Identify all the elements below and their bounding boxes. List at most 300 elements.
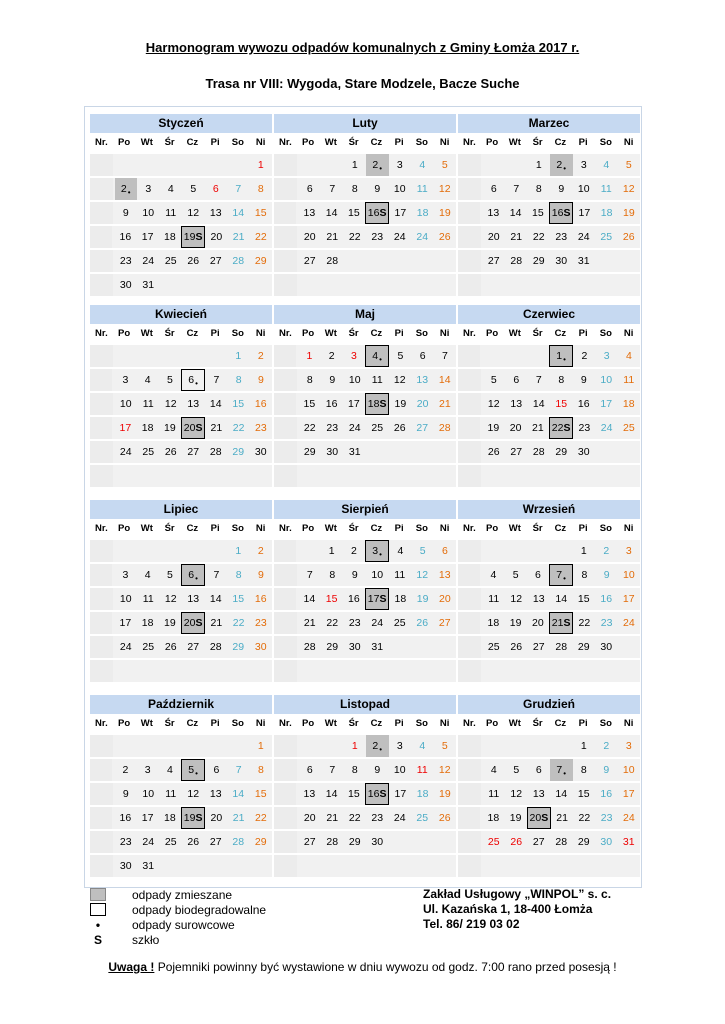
week-number-cell bbox=[274, 612, 297, 634]
day-number: 8 bbox=[558, 374, 565, 386]
weekday-label: Pi bbox=[394, 718, 404, 729]
day-number: 20 bbox=[416, 398, 429, 410]
day-cell bbox=[250, 178, 273, 200]
week-number-cell bbox=[458, 417, 480, 439]
week-number-cell bbox=[274, 831, 297, 853]
day-cell bbox=[321, 202, 343, 224]
day-cell bbox=[114, 417, 136, 439]
week-row bbox=[90, 636, 272, 658]
day-number: 4 bbox=[419, 159, 426, 171]
day-number: 26 bbox=[416, 617, 429, 629]
day-cell bbox=[434, 540, 456, 562]
day-cell bbox=[595, 441, 618, 463]
day-number: 19 bbox=[164, 617, 176, 629]
day-number: 8 bbox=[581, 569, 588, 581]
day-cell bbox=[160, 345, 183, 367]
day-number: 29 bbox=[254, 255, 267, 267]
day-cell bbox=[344, 417, 367, 439]
day-cell bbox=[227, 154, 250, 176]
weekday-label: Śr bbox=[164, 137, 175, 148]
day-cell bbox=[228, 759, 250, 781]
day-cell bbox=[321, 226, 344, 248]
week-number-cell bbox=[274, 202, 296, 224]
day-cell bbox=[412, 540, 434, 562]
legend-glass-label: szkło bbox=[132, 932, 160, 947]
mixed-swatch bbox=[90, 888, 106, 901]
week-number-cell bbox=[90, 807, 112, 829]
day-cell bbox=[344, 831, 367, 853]
day-cell bbox=[528, 588, 551, 610]
day-number: 9 bbox=[257, 569, 264, 581]
week-number-cell bbox=[458, 831, 481, 853]
weekday-label: Po bbox=[118, 137, 131, 148]
day-cell bbox=[550, 178, 573, 200]
weekday-label: Pi bbox=[394, 328, 404, 339]
day-number: 9 bbox=[603, 764, 610, 776]
weekday-label: Po bbox=[486, 137, 499, 148]
day-cell bbox=[137, 202, 160, 224]
day-number: 27 bbox=[416, 422, 429, 434]
day-number: 11 bbox=[165, 788, 177, 800]
week-row bbox=[274, 759, 456, 781]
day-cell bbox=[573, 588, 596, 610]
weekday-label: Cz bbox=[554, 523, 567, 534]
company-name: Zakład Usługowy „WINPOL” s. c. bbox=[423, 887, 612, 901]
day-number: 6 bbox=[213, 764, 220, 776]
day-cell bbox=[528, 465, 551, 487]
day-cell bbox=[550, 154, 573, 176]
weekday-label: Nr. bbox=[463, 328, 476, 339]
day-cell bbox=[181, 759, 205, 781]
glass-mark: S bbox=[541, 812, 549, 824]
day-cell bbox=[366, 226, 389, 248]
legend-raw-label: odpady surowcowe bbox=[132, 917, 235, 932]
day-cell bbox=[618, 759, 641, 781]
month-name: Listopad bbox=[274, 695, 456, 714]
weekday-label: Śr bbox=[348, 328, 359, 339]
day-number: 25 bbox=[487, 641, 500, 653]
day-number: 2 bbox=[581, 350, 588, 362]
day-number: 29 bbox=[254, 836, 267, 848]
day-number: 19 bbox=[487, 422, 500, 434]
day-cell bbox=[137, 636, 160, 658]
day-number: 12 bbox=[438, 764, 451, 776]
day-cell bbox=[618, 465, 641, 487]
day-number: 14 bbox=[555, 593, 568, 605]
week-row bbox=[90, 250, 272, 272]
day-number: 9 bbox=[374, 764, 381, 776]
day-number: 18 bbox=[487, 617, 500, 629]
day-number: 22 bbox=[232, 422, 245, 434]
day-number: 20 bbox=[183, 617, 196, 629]
day-cell bbox=[205, 735, 228, 757]
weekday-label: Pi bbox=[210, 718, 220, 729]
legend-bio bbox=[90, 902, 266, 917]
day-cell bbox=[205, 831, 228, 853]
weekday-header bbox=[274, 324, 456, 343]
day-number: 13 bbox=[510, 398, 523, 410]
day-cell bbox=[115, 735, 138, 757]
day-cell bbox=[227, 855, 250, 877]
day-cell bbox=[227, 540, 250, 562]
day-number: 27 bbox=[532, 641, 545, 653]
day-cell bbox=[366, 564, 389, 586]
week-number-cell bbox=[90, 226, 112, 248]
weekday-label: Po bbox=[302, 328, 315, 339]
day-cell bbox=[505, 636, 528, 658]
day-number: 2 bbox=[328, 350, 335, 362]
day-cell bbox=[366, 735, 389, 757]
day-cell bbox=[182, 831, 205, 853]
day-number: 12 bbox=[393, 374, 406, 386]
day-number: 14 bbox=[509, 207, 522, 219]
day-cell bbox=[483, 441, 506, 463]
day-cell bbox=[160, 540, 183, 562]
day-number: 28 bbox=[438, 422, 451, 434]
day-number: 29 bbox=[303, 446, 316, 458]
day-cell bbox=[549, 417, 573, 439]
day-cell bbox=[365, 202, 389, 224]
day-cell bbox=[389, 807, 412, 829]
day-number: 13 bbox=[438, 569, 451, 581]
day-number: 1 bbox=[257, 740, 264, 752]
day-cell bbox=[227, 783, 250, 805]
day-number: 17 bbox=[141, 231, 154, 243]
day-cell bbox=[618, 154, 641, 176]
day-cell bbox=[618, 178, 641, 200]
day-cell bbox=[115, 540, 138, 562]
weekday-label: Śr bbox=[164, 328, 175, 339]
day-number: 25 bbox=[371, 422, 384, 434]
week-number-cell bbox=[458, 250, 481, 272]
week-number-cell bbox=[90, 345, 113, 367]
day-cell bbox=[250, 465, 273, 487]
day-cell bbox=[321, 154, 344, 176]
weekday-label: Cz bbox=[370, 137, 383, 148]
day-cell bbox=[550, 759, 573, 781]
weekday-label: Nr. bbox=[463, 718, 476, 729]
day-cell bbox=[205, 612, 227, 634]
day-cell bbox=[527, 564, 549, 586]
day-cell bbox=[411, 417, 434, 439]
day-number: 5 bbox=[512, 569, 519, 581]
dot-icon: • bbox=[379, 163, 383, 173]
day-number: 24 bbox=[577, 231, 590, 243]
day-number: 13 bbox=[487, 207, 500, 219]
day-cell bbox=[618, 612, 640, 634]
day-number: 9 bbox=[580, 374, 587, 386]
day-cell bbox=[573, 735, 596, 757]
day-number: 10 bbox=[348, 374, 361, 386]
day-cell bbox=[137, 417, 159, 439]
day-cell bbox=[182, 345, 205, 367]
company-phone: Tel. 86/ 219 03 02 bbox=[423, 917, 520, 931]
day-number: 18 bbox=[416, 207, 429, 219]
day-number: 6 bbox=[441, 545, 448, 557]
day-number: 4 bbox=[144, 569, 151, 581]
day-number: 29 bbox=[577, 641, 590, 653]
day-cell bbox=[227, 636, 250, 658]
day-number: 11 bbox=[488, 788, 500, 800]
legend bbox=[90, 887, 266, 947]
month-name: Styczeń bbox=[90, 114, 272, 133]
weekday-label: Cz bbox=[554, 718, 567, 729]
day-cell bbox=[434, 759, 457, 781]
day-number: 12 bbox=[510, 593, 523, 605]
day-cell bbox=[250, 783, 273, 805]
day-cell bbox=[182, 250, 205, 272]
day-number: 5 bbox=[188, 764, 195, 776]
day-cell bbox=[365, 783, 389, 805]
day-number: 28 bbox=[326, 836, 339, 848]
day-number: 16 bbox=[551, 207, 564, 219]
weekday-label: Wt bbox=[140, 137, 153, 148]
day-cell bbox=[321, 660, 344, 682]
day-number: 22 bbox=[348, 812, 361, 824]
week-number-cell bbox=[458, 807, 480, 829]
day-number: 29 bbox=[232, 446, 245, 458]
day-cell bbox=[228, 369, 250, 391]
day-number: 23 bbox=[348, 617, 361, 629]
day-cell bbox=[137, 564, 159, 586]
day-cell bbox=[250, 759, 272, 781]
week-number-cell bbox=[274, 417, 297, 439]
day-cell bbox=[160, 465, 183, 487]
day-cell bbox=[389, 178, 412, 200]
day-cell bbox=[618, 202, 640, 224]
week-number-cell bbox=[274, 660, 297, 682]
day-number: 31 bbox=[142, 860, 155, 872]
day-cell bbox=[550, 250, 573, 272]
weekday-header bbox=[90, 519, 272, 538]
weekday-label: Cz bbox=[186, 523, 199, 534]
day-number: 17 bbox=[367, 593, 380, 605]
day-number: 10 bbox=[577, 183, 590, 195]
day-number: 28 bbox=[209, 446, 222, 458]
page-title: Harmonogram wywozu odpadów komunalnych z Gminy Łomża 2017 r. bbox=[145, 40, 580, 55]
weekday-label: Po bbox=[118, 328, 131, 339]
day-cell bbox=[482, 612, 504, 634]
day-number: 10 bbox=[622, 764, 635, 776]
weekday-label: Nr. bbox=[463, 137, 476, 148]
week-number-cell bbox=[90, 831, 113, 853]
week-number-cell bbox=[458, 735, 481, 757]
day-cell bbox=[527, 345, 549, 367]
day-number: 12 bbox=[438, 183, 451, 195]
day-number: 4 bbox=[625, 350, 632, 362]
day-cell bbox=[434, 564, 457, 586]
day-cell bbox=[182, 588, 205, 610]
day-number: 2 bbox=[122, 764, 129, 776]
notice-text: Pojemniki powinny być wystawione w dniu wywozu od godz. 7:00 rano przed posesją ! bbox=[154, 960, 617, 974]
day-cell bbox=[595, 636, 618, 658]
day-cell bbox=[366, 274, 389, 296]
day-cell bbox=[299, 855, 322, 877]
weekday-label: Pi bbox=[394, 137, 404, 148]
day-number: 20 bbox=[303, 812, 316, 824]
day-number: 14 bbox=[532, 398, 545, 410]
week-number-cell bbox=[274, 250, 297, 272]
day-cell bbox=[137, 588, 160, 610]
day-cell bbox=[344, 855, 367, 877]
day-cell bbox=[573, 855, 596, 877]
month-1 bbox=[274, 114, 456, 296]
day-number: 19 bbox=[623, 207, 635, 219]
day-number: 30 bbox=[254, 641, 267, 653]
day-cell bbox=[114, 612, 136, 634]
day-cell bbox=[389, 783, 411, 805]
weekday-label: Śr bbox=[532, 718, 543, 729]
day-number: 24 bbox=[142, 255, 155, 267]
week-row bbox=[90, 612, 272, 634]
day-number: 20 bbox=[210, 231, 223, 243]
day-cell bbox=[137, 441, 160, 463]
day-number: 22 bbox=[348, 231, 361, 243]
day-number: 12 bbox=[510, 788, 523, 800]
weekday-label: Pi bbox=[210, 328, 220, 339]
day-cell bbox=[160, 855, 183, 877]
day-cell bbox=[227, 660, 250, 682]
day-number: 10 bbox=[371, 569, 384, 581]
day-cell bbox=[228, 417, 250, 439]
day-cell bbox=[618, 660, 641, 682]
day-number: 22 bbox=[303, 422, 316, 434]
day-cell bbox=[505, 564, 527, 586]
day-cell bbox=[411, 735, 434, 757]
day-number: 27 bbox=[303, 255, 316, 267]
day-cell bbox=[411, 465, 434, 487]
day-cell bbox=[595, 831, 618, 853]
day-number: 14 bbox=[209, 398, 222, 410]
day-number: 23 bbox=[255, 617, 267, 629]
day-number: 27 bbox=[303, 836, 316, 848]
day-number: 21 bbox=[210, 422, 223, 434]
day-cell bbox=[115, 178, 138, 200]
day-cell bbox=[389, 274, 412, 296]
day-cell bbox=[299, 807, 322, 829]
day-cell bbox=[411, 274, 434, 296]
week-number-cell bbox=[458, 154, 481, 176]
day-number: 18 bbox=[164, 812, 176, 824]
day-number: 29 bbox=[532, 255, 545, 267]
day-number: 15 bbox=[232, 398, 245, 410]
day-number: 4 bbox=[490, 764, 497, 776]
day-cell bbox=[573, 540, 596, 562]
day-number: 28 bbox=[555, 641, 568, 653]
day-cell bbox=[389, 345, 411, 367]
day-cell bbox=[181, 564, 205, 586]
week-number-cell bbox=[90, 441, 113, 463]
day-number: 29 bbox=[348, 836, 361, 848]
weekday-label: Ni bbox=[439, 137, 450, 148]
day-number: 12 bbox=[187, 207, 200, 219]
day-cell bbox=[595, 660, 618, 682]
day-cell bbox=[227, 178, 250, 200]
day-number: 2 bbox=[603, 545, 610, 557]
day-number: 17 bbox=[578, 207, 591, 219]
day-cell bbox=[250, 441, 273, 463]
day-number: 3 bbox=[145, 183, 152, 195]
day-cell bbox=[344, 441, 367, 463]
day-cell bbox=[389, 660, 412, 682]
day-cell bbox=[389, 540, 411, 562]
company-address: Ul. Kazańska 1, 18-400 Łomża bbox=[423, 902, 593, 916]
day-cell bbox=[228, 612, 250, 634]
day-number: 6 bbox=[306, 764, 313, 776]
week-row bbox=[458, 202, 640, 224]
day-cell bbox=[551, 807, 573, 829]
day-cell bbox=[365, 393, 389, 415]
day-cell bbox=[528, 660, 551, 682]
day-number: 25 bbox=[487, 836, 500, 848]
week-number-cell bbox=[458, 441, 481, 463]
day-number: 9 bbox=[122, 207, 129, 219]
day-cell bbox=[298, 540, 320, 562]
day-cell bbox=[205, 783, 228, 805]
day-cell bbox=[483, 855, 506, 877]
week-number-cell bbox=[274, 465, 297, 487]
day-cell bbox=[365, 345, 389, 367]
weekday-label: Śr bbox=[348, 523, 359, 534]
week-number-cell bbox=[90, 465, 113, 487]
day-cell bbox=[528, 831, 551, 853]
week-row bbox=[90, 369, 272, 391]
day-cell bbox=[344, 564, 367, 586]
day-number: 12 bbox=[164, 593, 177, 605]
weekday-label: Wt bbox=[140, 328, 153, 339]
week-number-cell bbox=[458, 202, 480, 224]
week-row bbox=[458, 855, 640, 877]
day-cell bbox=[596, 612, 618, 634]
glass-mark: S bbox=[379, 788, 387, 800]
week-row bbox=[458, 588, 640, 610]
day-number: 10 bbox=[119, 593, 132, 605]
day-number: 23 bbox=[255, 422, 267, 434]
dot-icon: • bbox=[563, 768, 567, 778]
day-number: 4 bbox=[144, 374, 151, 386]
day-cell bbox=[137, 540, 160, 562]
week-number-cell bbox=[90, 855, 113, 877]
day-cell bbox=[160, 274, 183, 296]
day-cell bbox=[299, 417, 322, 439]
day-cell bbox=[182, 393, 205, 415]
day-number: 10 bbox=[142, 788, 155, 800]
day-cell bbox=[549, 612, 573, 634]
day-cell bbox=[160, 636, 183, 658]
day-cell bbox=[618, 274, 641, 296]
weekday-label: Nr. bbox=[95, 328, 108, 339]
day-cell bbox=[389, 588, 411, 610]
day-cell bbox=[137, 855, 160, 877]
day-number: 2 bbox=[257, 545, 264, 557]
day-number: 13 bbox=[303, 207, 316, 219]
day-cell bbox=[483, 465, 506, 487]
day-cell bbox=[389, 759, 412, 781]
day-number: 27 bbox=[510, 446, 523, 458]
week-number-cell bbox=[458, 759, 481, 781]
day-cell bbox=[550, 588, 573, 610]
day-number: 27 bbox=[209, 836, 222, 848]
day-cell bbox=[205, 855, 228, 877]
day-cell bbox=[595, 540, 618, 562]
day-cell bbox=[595, 855, 618, 877]
day-cell bbox=[299, 735, 322, 757]
day-number: 2 bbox=[556, 159, 563, 171]
day-number: 11 bbox=[488, 593, 500, 605]
day-cell bbox=[321, 783, 343, 805]
day-cell bbox=[411, 369, 434, 391]
day-number: 16 bbox=[119, 812, 132, 824]
